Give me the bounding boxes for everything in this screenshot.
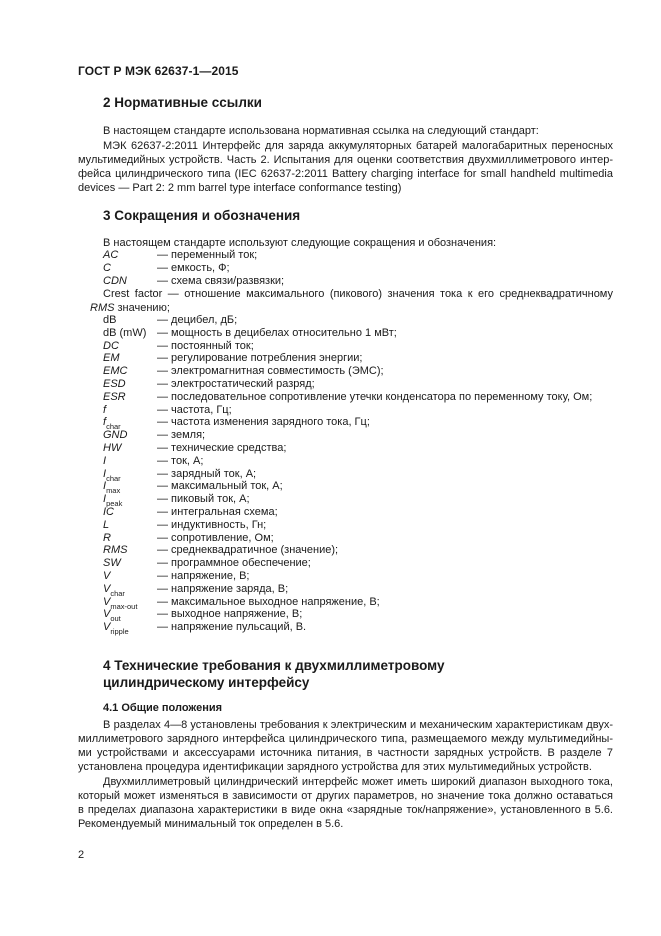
document-header: ГОСТ Р МЭК 62637-1—2015 bbox=[78, 64, 239, 78]
definition-abbr bbox=[103, 404, 106, 417]
crest-line-1: Crest factor — отношение максимального (пикового) значения тока к его среднеквадратичному bbox=[103, 288, 613, 300]
definition-abbr bbox=[103, 557, 121, 570]
definitions-list bbox=[103, 314, 623, 637]
definition-row bbox=[103, 404, 623, 417]
definition-desc: — последовательное сопротивление утечки конденсатора по переменному току, Ом; bbox=[157, 390, 593, 403]
definition-desc: — переменный ток; bbox=[157, 249, 258, 261]
definition-abbr-subscript: peak bbox=[106, 499, 123, 509]
definition-abbr-symbol: GND bbox=[103, 429, 128, 442]
definition-abbr bbox=[103, 519, 109, 532]
definition-abbr-subscript: max-out bbox=[110, 601, 138, 611]
definition-row bbox=[103, 519, 623, 532]
section-2-line-1: МЭК 62637-2:2011 Интерфейс для заряда аккумуляторных батарей малогабаритных переносных bbox=[103, 140, 613, 152]
definition-desc: — зарядный ток, А; bbox=[157, 467, 257, 480]
para-2-line-4: Рекомендуемый минимальный ток определен в 5.6. bbox=[78, 818, 344, 830]
definition-row bbox=[103, 608, 623, 624]
definition-row bbox=[103, 352, 623, 365]
definition-row bbox=[103, 468, 623, 481]
definition-abbr-symbol: SW bbox=[103, 557, 121, 570]
crest-factor-definition bbox=[90, 288, 613, 315]
definition-desc: — емкость, Ф; bbox=[157, 261, 230, 274]
section-4-heading-line-2: цилиндрическому интерфейсу bbox=[103, 675, 310, 690]
definition-desc: — частота изменения зарядного тока, Гц; bbox=[157, 416, 370, 429]
definition-abbr-subscript: max bbox=[106, 486, 121, 496]
definition-row bbox=[103, 570, 623, 583]
page-number: 2 bbox=[78, 849, 85, 861]
definition-desc: — ток, А; bbox=[157, 454, 204, 467]
definition-desc: — частота, Гц; bbox=[157, 403, 232, 416]
para-1-line-1: В разделах 4—8 установлены требования к электрическим и механическим характеристикам двух- bbox=[103, 719, 613, 731]
definition-desc: — пиковый ток, А; bbox=[157, 493, 250, 506]
definition-row bbox=[103, 391, 623, 404]
definition-abbr-subscript: ripple bbox=[110, 627, 129, 637]
definition-abbr bbox=[103, 340, 119, 353]
crest-abbr: RMS bbox=[90, 301, 115, 314]
definition-desc: — земля; bbox=[157, 429, 206, 442]
definitions-list-top bbox=[103, 249, 623, 287]
definition-abbr bbox=[103, 455, 106, 468]
definition-abbr bbox=[103, 442, 121, 455]
definition-abbr-symbol: EMC bbox=[103, 365, 128, 378]
definition-row bbox=[103, 442, 623, 455]
definition-abbr-symbol: I bbox=[103, 480, 107, 493]
definition-row bbox=[103, 429, 623, 442]
section-2-heading: 2 Нормативные ссылки bbox=[103, 95, 262, 110]
definition-abbr bbox=[103, 532, 111, 545]
definition-row bbox=[103, 416, 623, 432]
definition-abbr-symbol: V bbox=[103, 621, 111, 634]
definition-desc: — электромагнитная совместимость (ЭМС); bbox=[157, 365, 384, 378]
definition-desc: — постоянный ток; bbox=[157, 339, 254, 352]
definition-row bbox=[103, 365, 623, 378]
definition-row bbox=[103, 455, 623, 468]
definition-abbr bbox=[103, 378, 126, 391]
definition-abbr-symbol: IC bbox=[103, 505, 114, 518]
definition-desc: — индуктивность, Гн; bbox=[157, 518, 267, 531]
definition-abbr-symbol: ESD bbox=[103, 377, 126, 390]
definition-abbr-symbol: dB bbox=[103, 314, 117, 326]
definition-abbr-symbol: I bbox=[103, 454, 107, 467]
definition-abbr-symbol: V bbox=[103, 569, 111, 582]
para-2-line-2: который может изменяться в зависимости от других параметров, но значение тока должно оставаться bbox=[78, 790, 613, 802]
definition-row bbox=[103, 557, 623, 570]
definition-abbr-subscript: out bbox=[110, 614, 121, 624]
definition-desc: — схема связи/развязки; bbox=[157, 274, 285, 287]
para-1-line-4: установлена процедура идентификации зарядного устройства для этих мультимедийных устройств. bbox=[78, 761, 592, 773]
definition-abbr bbox=[103, 352, 120, 365]
definition-abbr-symbol: L bbox=[103, 518, 110, 531]
definition-abbr bbox=[103, 327, 146, 340]
definition-desc: — максимальный ток, А; bbox=[157, 480, 283, 493]
definition-abbr bbox=[103, 365, 127, 378]
para-1-line-2: миллиметрового зарядного интерфейса цилиндрического типа, размещаемого между мультимедийны- bbox=[78, 733, 613, 745]
definition-row bbox=[103, 378, 623, 391]
definition-desc: — максимальное выходное напряжение, В; bbox=[157, 595, 380, 608]
definition-desc: — сопротивление, Ом; bbox=[157, 531, 274, 544]
definition-abbr-symbol: DC bbox=[103, 339, 119, 352]
section-2-line-2: мультимедийных устройств. Часть 2. Испытания для оценки соответствия двухмиллиметрового интер- bbox=[78, 154, 613, 166]
definition-abbr-subscript: char bbox=[106, 422, 121, 432]
definition-abbr-symbol: HW bbox=[103, 441, 122, 454]
definition-abbr bbox=[103, 544, 127, 557]
definition-desc: — электростатический разряд; bbox=[157, 377, 315, 390]
definition-desc: — напряжение заряда, В; bbox=[157, 582, 289, 595]
definition-abbr-symbol: I bbox=[103, 493, 107, 506]
definition-abbr: C bbox=[103, 261, 111, 274]
definition-abbr-symbol: f bbox=[103, 403, 107, 416]
crest-line-2-text: значению; bbox=[114, 301, 170, 314]
para-2-line-1: Двухмиллиметровый цилиндрический интерфейс может иметь широкий диапазон выходного тока, bbox=[103, 776, 613, 788]
definition-row bbox=[103, 596, 623, 609]
definition-abbr bbox=[103, 468, 121, 481]
definition-abbr bbox=[103, 506, 114, 519]
definition-abbr-symbol: RMS bbox=[103, 544, 128, 557]
definition-abbr bbox=[103, 416, 121, 432]
section-3-intro: В настоящем стандарте используют следующие сокращения и обозначения: bbox=[103, 237, 497, 249]
para-1-line-3: ми устройствами и аксессуарами источника питания, в частности зарядных устройств. В разделе 7 bbox=[78, 747, 613, 759]
crest-line-2 bbox=[90, 301, 613, 316]
section-3-heading: 3 Сокращения и обозначения bbox=[103, 208, 301, 223]
definition-abbr-symbol: dB (mW) bbox=[103, 326, 147, 339]
definition-abbr bbox=[103, 480, 121, 496]
definition-abbr-symbol: ESR bbox=[103, 390, 126, 403]
section-4-1-heading: 4.1 Общие положения bbox=[103, 702, 223, 714]
section-2-intro: В настоящем стандарте использована нормативная ссылка на следующий стандарт: bbox=[103, 125, 539, 137]
definition-abbr bbox=[103, 493, 123, 509]
definition-abbr-symbol: I bbox=[103, 467, 107, 480]
definition-abbr-subscript: char bbox=[110, 588, 125, 598]
definition-row bbox=[103, 532, 623, 545]
section-4-heading-line-1: 4 Технические требования к двухмиллиметровому bbox=[103, 658, 445, 673]
definition-desc: — выходное напряжение, В; bbox=[157, 608, 303, 621]
section-2-line-3: фейса цилиндрического типа (IEC 62637-2:2011 Battery charging interface for small handheld multimedia bbox=[78, 168, 613, 180]
definition-desc: — децибел, дБ; bbox=[157, 314, 238, 326]
definition-desc: — регулирование потребления энергии; bbox=[157, 352, 363, 365]
definition-desc: — технические средства; bbox=[157, 441, 287, 454]
definition-abbr bbox=[103, 596, 137, 609]
definition-desc: — среднеквадратичное (значение); bbox=[157, 544, 339, 557]
definition-abbr bbox=[103, 391, 126, 404]
definition-abbr bbox=[103, 570, 110, 583]
definition-row bbox=[103, 493, 623, 509]
para-2-line-3: в пределах диапазона характеристики в виде окна «зарядные ток/напряжение», установленного в 5.6. bbox=[78, 804, 613, 816]
definition-row bbox=[103, 480, 623, 496]
definition-abbr-symbol: R bbox=[103, 531, 111, 544]
definition-abbr bbox=[103, 621, 129, 637]
definition-row bbox=[103, 583, 623, 596]
definition-abbr bbox=[103, 608, 121, 624]
definition-abbr-symbol: f bbox=[103, 416, 107, 429]
definition-row bbox=[103, 544, 623, 557]
definition-abbr-symbol: V bbox=[103, 582, 111, 595]
definition-desc: — мощность в децибелах относительно 1 мВт; bbox=[157, 326, 397, 339]
definition-row bbox=[103, 327, 623, 340]
definition-row bbox=[103, 621, 623, 637]
definition-desc: — напряжение, В; bbox=[157, 569, 250, 582]
definition-abbr bbox=[103, 429, 127, 442]
definition-row bbox=[103, 340, 623, 353]
definition-desc: — напряжение пульсаций, В. bbox=[157, 621, 307, 634]
section-2-line-4: devices — Part 2: 2 mm barrel type interface conformance testing) bbox=[78, 182, 402, 194]
definition-abbr-subscript: char bbox=[106, 473, 121, 483]
definition-desc: — программное обеспечение; bbox=[157, 557, 311, 570]
definition-abbr-symbol: V bbox=[103, 608, 111, 621]
definition-abbr: AC bbox=[103, 249, 119, 261]
definition-abbr-symbol: EM bbox=[103, 352, 120, 365]
definition-abbr bbox=[103, 314, 116, 327]
definition-row bbox=[103, 506, 623, 519]
definition-row bbox=[103, 249, 623, 262]
definition-row bbox=[103, 314, 623, 327]
definition-abbr-symbol: V bbox=[103, 595, 111, 608]
definition-abbr bbox=[103, 583, 125, 596]
definition-abbr: CDN bbox=[103, 274, 127, 287]
definition-desc: — интегральная схема; bbox=[157, 505, 278, 518]
definition-row bbox=[103, 262, 623, 275]
definition-row bbox=[103, 275, 623, 288]
